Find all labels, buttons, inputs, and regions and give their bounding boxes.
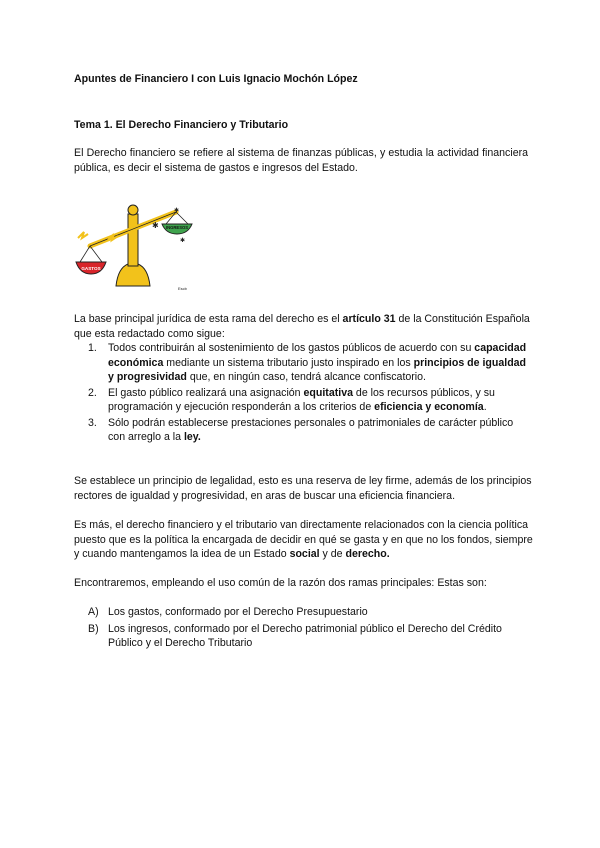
- illustration-signature: Escb: [178, 286, 187, 291]
- constitution-text-before: La base principal jurídica de esta rama del derecho es el: [74, 313, 343, 325]
- branches-intro: Encontraremos, empleando el uso común de la razón dos ramas principales: Estas son:: [74, 577, 487, 589]
- list-item-bold: ley.: [183, 431, 201, 443]
- list-item-text: Sólo podrán establecerse prestaciones personales o patrimoniales de carácter público con arreglo a la: [108, 416, 514, 443]
- list-item-letter: A): [88, 606, 99, 618]
- legality-paragraph: Se establece un principio de legalidad, esto es una reserva de ley firme, además de los principios rectores de igualdad y progresividad, en aras de buscar una eficiencia financiera.: [74, 475, 532, 502]
- scale-column: [128, 214, 138, 266]
- list-item: [88, 416, 528, 445]
- list-item: [88, 341, 528, 385]
- scale-top-knob: [128, 205, 138, 215]
- relation-paragraph: [74, 518, 534, 562]
- relation-bold-derecho: derecho.: [345, 548, 390, 560]
- star-icon: ✱: [174, 208, 180, 214]
- star-icon: ✱: [152, 221, 159, 230]
- constitution-text-after: de la Constitución Española que esta redactado como sigue:: [74, 313, 530, 340]
- list-item: [88, 605, 538, 620]
- left-pan-label: GASTOS: [81, 266, 101, 271]
- section-heading: Tema 1. El Derecho Financiero y Tributario: [74, 119, 289, 131]
- right-pan-label: INGRESOS: [165, 225, 189, 230]
- list-item-bold: principios de igualdad y progresividad: [108, 356, 527, 383]
- list-item-letter: B): [88, 622, 99, 635]
- scale-base: [116, 264, 150, 286]
- list-item-number: 1.: [88, 342, 97, 354]
- list-item-text: que, en ningún caso, tendrá alcance confiscatorio.: [186, 371, 426, 383]
- list-item-text: mediante un sistema tributario justo inspirado en los: [163, 356, 414, 369]
- list-item-text: Todos contribuirán al sostenimiento de los gastos públicos de acuerdo con su: [108, 342, 475, 354]
- list-item-number: 2.: [88, 386, 97, 399]
- constitution-paragraph: [74, 312, 534, 341]
- list-item-bold: capacidad económica: [108, 342, 527, 369]
- intro-paragraph: El Derecho financiero se refiere al sistema de finanzas públicas, y estudia la actividad financiera pública, es decir el sistema de gastos e ingresos del Estado.: [74, 147, 528, 174]
- list-item-text: El gasto público realizará una asignación: [108, 386, 304, 399]
- justice-scale-illustration: [72, 198, 198, 298]
- list-item-text: Los gastos, conformado por el Derecho Presupuestario: [108, 606, 368, 618]
- list-item: [88, 386, 528, 415]
- list-item-text: Los ingresos, conformado por el Derecho patrimonial público el Derecho del Crédito Público y el Derecho Tributario: [108, 622, 502, 649]
- list-item-bold: equitativa: [303, 386, 353, 399]
- branches-list: [88, 605, 538, 653]
- star-icon: ✱: [180, 238, 186, 244]
- list-item-text: de los recursos públicos, y su programación y ejecución responderán a los criterios de: [108, 386, 495, 413]
- constitution-article: artículo 31: [342, 313, 396, 325]
- list-item-bold: eficiencia y economía: [374, 401, 484, 413]
- constitution-list: [88, 341, 528, 446]
- lightning-icon: [78, 232, 88, 238]
- relation-bold-social: social: [289, 548, 320, 560]
- list-item-text: .: [483, 401, 487, 413]
- relation-text: y de: [319, 548, 346, 560]
- relation-text: Es más, el derecho financiero y el tributario van directamente relacionados con la ciencia política puesto que es la política la encargada de decidir en qué se gasta y en que no los fondos, siempre y cuando mantengamos la idea de un Estado: [74, 519, 533, 560]
- list-item: [88, 622, 538, 651]
- document-title: Apuntes de Financiero I con Luis Ignacio Mochón López: [74, 73, 358, 85]
- list-item-number: 3.: [88, 416, 97, 429]
